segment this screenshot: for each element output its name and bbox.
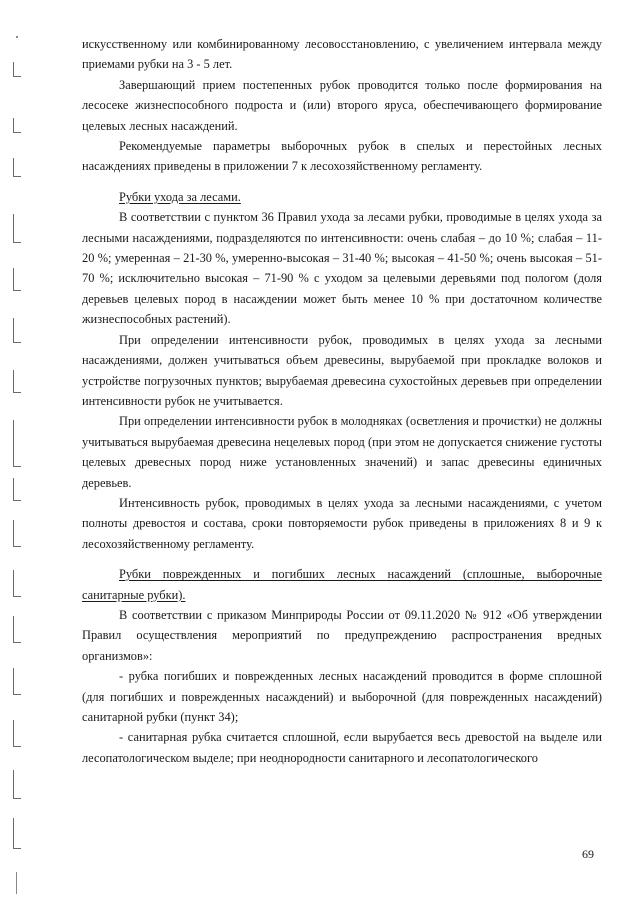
section-heading-sanitary: Рубки поврежденных и погибших лесных насаждений (сплошные, выборочные санитарные рубки). — [82, 567, 602, 602]
page-number: 69 — [582, 847, 594, 861]
paragraph-young-stands: При определении интенсивности рубок в молодняках (осветления и прочистки) не должны учитываться вырубаемая древесина нецелевых пород (при этом не допускается снижение густоты целевых древесных пород ниже установленных значений) и запас древесины единичных деревьев. — [82, 414, 602, 490]
paragraph-intensity-volume: При определении интенсивности рубок, проводимых в целях ухода за лесными насаждениями, должен учитываться объем древесины, вырубаемой при прокладке волоков и устройстве погрузочных пунктов; вырубаемая древесина сухостойных деревьев при определении интенсивности рубок не учитывается. — [82, 332, 602, 408]
paragraph-intensity-appendix: Интенсивность рубок, проводимых в целях ухода за лесными насаждениями, с учетом полноты древостоя и состава, сроки повторяемости рубок приведены в приложениях 8 и 9 к лесохозяйственному регламенту. — [82, 495, 602, 551]
paragraph-intensity-classes: В соответствии с пунктом 36 Правил ухода за лесами рубки, проводимые в целях ухода за лесными насаждениями, подразделяются по интенсивности: очень слабая – до 10 %; слабая – 11-20 %; умеренная – 21-30 %, умеренно-высокая – 31-40 %; высокая – 41-50 %; очень высокая – 51-70 %; исключительно высокая – 71-90 % с уходом за целевыми деревьями под пологом (доля деревьев целевых пород в насаждении может быть менее 10 % при достаточном количестве жизнеспособных растений). — [82, 210, 602, 327]
list-item-clear-cut-definition: - санитарная рубка считается сплошной, если вырубается весь древостой на выделе или лесопатологическом выделе; при неоднородности санитарного и лесопатологического — [82, 730, 602, 765]
binding-edge-marks — [0, 0, 40, 905]
paragraph-ministry-order: В соответствии с приказом Минприроды России от 09.11.2020 № 912 «Об утверждении Правил осуществления мероприятий по предупреждению распространения вредных организмов»: — [82, 607, 602, 663]
paragraph-continuation: искусственному или комбинированному лесовосстановлению, с увеличением интервала между приемами рубки на 3 - 5 лет. — [82, 37, 602, 72]
list-item-sanitary-form: - рубка погибших и поврежденных лесных насаждений проводится в форме сплошной (для погибших и поврежденных насаждений) и выборочной (для поврежденных насаждений) санитарной рубки (пункт 34); — [82, 669, 602, 724]
paragraph-selective-cut-params: Рекомендуемые параметры выборочных рубок в спелых и перестойных лесных насаждениях приведены в приложении 7 к лесохозяйственному регламенту. — [82, 139, 602, 174]
document-body — [82, 34, 602, 768]
section-heading-thinning: Рубки ухода за лесами. — [119, 189, 241, 204]
paragraph-final-cut: Завершающий прием постепенных рубок проводится только после формирования на лесосеке жизнеспособного подроста и (или) второго яруса, обеспечивающего формирование целевых лесных насаждений. — [82, 77, 602, 133]
